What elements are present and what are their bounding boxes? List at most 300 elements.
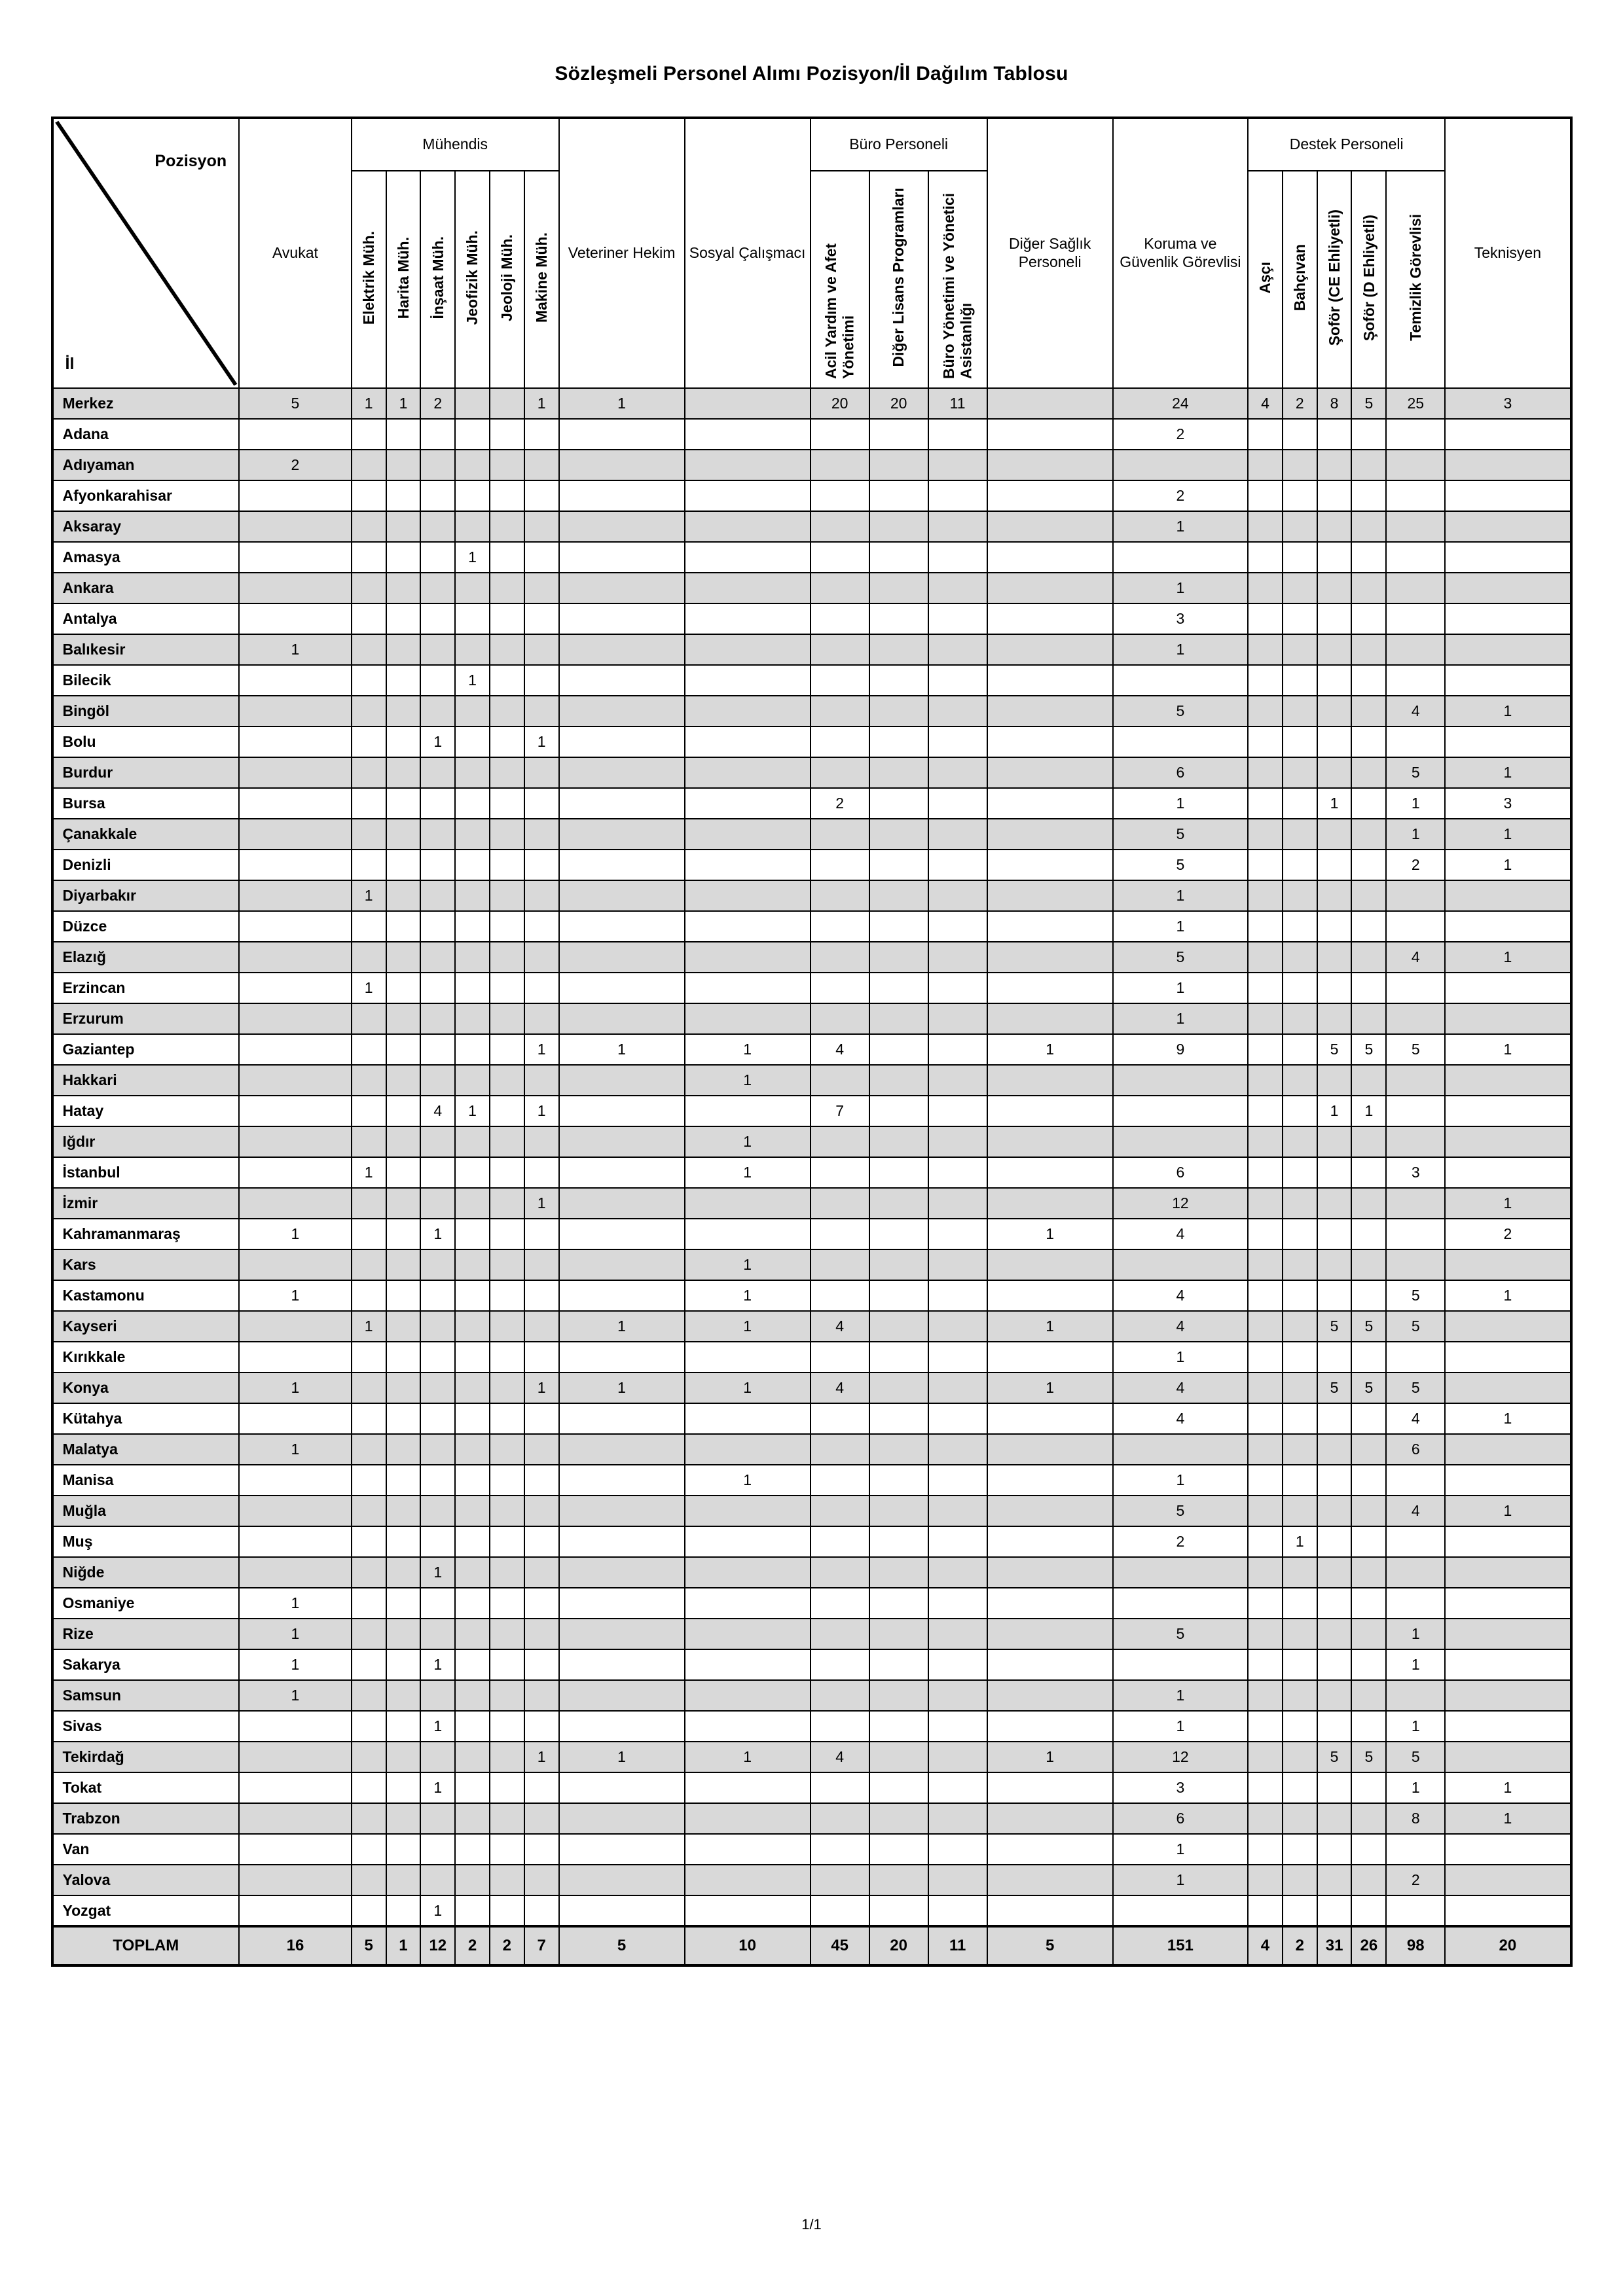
cell-veteriner_hekim [559, 542, 685, 573]
cell-sofor_ce [1317, 819, 1352, 850]
table-row [52, 1403, 1571, 1434]
cell-elektrik_muh [352, 419, 386, 450]
cell-jeoloji_muh [490, 665, 524, 696]
cell-asci [1248, 1249, 1283, 1280]
cell-diger_lisans [869, 1096, 928, 1126]
cell-sofor_ce [1317, 1403, 1352, 1434]
cell-diger_lisans [869, 1619, 928, 1649]
cell-jeofizik_muh [455, 850, 490, 880]
table-row [52, 1065, 1571, 1096]
cell-teknisyen: 3 [1445, 788, 1571, 819]
cell-diger_lisans [869, 1649, 928, 1680]
cell-jeofizik_muh [455, 511, 490, 542]
row-province-label: Hakkari [52, 1065, 240, 1096]
cell-avukat [239, 1526, 352, 1557]
cell-teknisyen [1445, 1126, 1571, 1157]
cell-teknisyen [1445, 1895, 1571, 1926]
cell-asci [1248, 1742, 1283, 1772]
cell-diger_saglik [987, 1680, 1113, 1711]
cell-diger_lisans [869, 696, 928, 726]
cell-temizlik [1386, 1342, 1445, 1372]
cell-veteriner_hekim [559, 1619, 685, 1649]
cell-sofor_ce: 1 [1317, 788, 1352, 819]
cell-acil_yardim [811, 1895, 869, 1926]
cell-bahcivan [1283, 1895, 1317, 1926]
cell-diger_lisans [869, 819, 928, 850]
cell-koruma_guvenlik [1113, 1126, 1248, 1157]
cell-insaat_muh [420, 1126, 455, 1157]
cell-bahcivan [1283, 450, 1317, 480]
cell-teknisyen [1445, 450, 1571, 480]
cell-teknisyen: 1 [1445, 1496, 1571, 1526]
row-province-label: Erzurum [52, 1003, 240, 1034]
column-header-sosyal-calismaci: Sosyal Çalışmacı [685, 118, 811, 388]
cell-elektrik_muh [352, 450, 386, 480]
table-row [52, 1372, 1571, 1403]
cell-sofor_ce [1317, 634, 1352, 665]
cell-insaat_muh [420, 1434, 455, 1465]
cell-makine_muh: 1 [524, 1188, 559, 1219]
cell-temizlik: 1 [1386, 1772, 1445, 1803]
cell-acil_yardim [811, 573, 869, 603]
cell-avukat [239, 603, 352, 634]
cell-acil_yardim [811, 1403, 869, 1434]
cell-sofor_d: 5 [1351, 388, 1386, 419]
table-total-row [52, 1926, 1571, 1965]
cell-avukat: 1 [239, 1372, 352, 1403]
cell-elektrik_muh [352, 1434, 386, 1465]
cell-buro_yonetimi [928, 1803, 987, 1834]
cell-makine_muh [524, 1834, 559, 1865]
cell-elektrik_muh [352, 1465, 386, 1496]
sofor-d-label: Şoför (D Ehliyetli) [1360, 214, 1377, 341]
cell-buro_yonetimi [928, 1249, 987, 1280]
cell-elektrik_muh: 1 [352, 1311, 386, 1342]
cell-makine_muh [524, 1280, 559, 1311]
cell-diger_lisans: 20 [869, 388, 928, 419]
column-header-temizlik [1386, 171, 1445, 388]
cell-sofor_d [1351, 1496, 1386, 1526]
cell-sofor_ce [1317, 1557, 1352, 1588]
cell-jeoloji_muh [490, 1649, 524, 1680]
cell-diger_saglik [987, 1526, 1113, 1557]
row-province-label: Kastamonu [52, 1280, 240, 1311]
cell-diger_saglik [987, 1465, 1113, 1496]
cell-harita_muh [386, 1342, 421, 1372]
cell-veteriner_hekim [559, 1526, 685, 1557]
jeofizik-muh-label: Jeofizik Müh. [464, 230, 481, 325]
cell-diger_saglik [987, 1342, 1113, 1372]
cell-koruma_guvenlik [1113, 1249, 1248, 1280]
cell-acil_yardim: 4 [811, 1311, 869, 1342]
cell-harita_muh [386, 1372, 421, 1403]
cell-diger_saglik [987, 480, 1113, 511]
cell-jeoloji_muh [490, 419, 524, 450]
table-row [52, 1496, 1571, 1526]
cell-sosyal_calismaci: 1 [685, 1465, 811, 1496]
cell-elektrik_muh [352, 542, 386, 573]
cell-insaat_muh [420, 1280, 455, 1311]
cell-sofor_ce [1317, 511, 1352, 542]
table-row [52, 1742, 1571, 1772]
table-row [52, 1434, 1571, 1465]
table-row [52, 1465, 1571, 1496]
cell-jeofizik_muh [455, 942, 490, 973]
row-province-label: Merkez [52, 388, 240, 419]
row-province-label: Muğla [52, 1496, 240, 1526]
table-row [52, 696, 1571, 726]
cell-buro_yonetimi [928, 726, 987, 757]
group-header-muhendis: Mühendis [352, 118, 559, 171]
cell-avukat [239, 511, 352, 542]
cell-sosyal_calismaci [685, 1557, 811, 1588]
cell-acil_yardim [811, 1280, 869, 1311]
cell-sofor_d [1351, 880, 1386, 911]
cell-diger_lisans [869, 942, 928, 973]
cell-temizlik: 2 [1386, 850, 1445, 880]
row-province-label: Aksaray [52, 511, 240, 542]
column-header-elektrik-muh [352, 171, 386, 388]
cell-sofor_d [1351, 1465, 1386, 1496]
cell-teknisyen [1445, 1680, 1571, 1711]
cell-makine_muh [524, 1311, 559, 1342]
cell-elektrik_muh [352, 573, 386, 603]
cell-jeoloji_muh [490, 1126, 524, 1157]
total-sofor_ce: 31 [1317, 1926, 1352, 1965]
cell-diger_saglik [987, 542, 1113, 573]
cell-jeoloji_muh [490, 1526, 524, 1557]
cell-avukat [239, 1188, 352, 1219]
table-row [52, 1649, 1571, 1680]
cell-veteriner_hekim [559, 1865, 685, 1895]
cell-jeofizik_muh [455, 1465, 490, 1496]
cell-acil_yardim [811, 419, 869, 450]
cell-diger_lisans [869, 1342, 928, 1372]
cell-teknisyen [1445, 911, 1571, 942]
cell-jeofizik_muh [455, 1619, 490, 1649]
cell-diger_lisans [869, 757, 928, 788]
cell-sofor_ce: 5 [1317, 1034, 1352, 1065]
cell-sofor_ce [1317, 1526, 1352, 1557]
cell-sofor_ce [1317, 1280, 1352, 1311]
table-row [52, 1157, 1571, 1188]
cell-jeofizik_muh [455, 1342, 490, 1372]
cell-teknisyen [1445, 880, 1571, 911]
row-province-label: Diyarbakır [52, 880, 240, 911]
cell-insaat_muh [420, 511, 455, 542]
cell-teknisyen: 3 [1445, 388, 1571, 419]
cell-diger_lisans [869, 1065, 928, 1096]
cell-buro_yonetimi [928, 1342, 987, 1372]
cell-sosyal_calismaci [685, 1865, 811, 1895]
cell-buro_yonetimi [928, 1680, 987, 1711]
cell-buro_yonetimi [928, 1157, 987, 1188]
cell-koruma_guvenlik [1113, 665, 1248, 696]
row-province-label: Denizli [52, 850, 240, 880]
cell-acil_yardim [811, 1126, 869, 1157]
cell-sofor_d [1351, 1680, 1386, 1711]
cell-sofor_d [1351, 1003, 1386, 1034]
cell-temizlik: 25 [1386, 388, 1445, 419]
cell-koruma_guvenlik: 1 [1113, 788, 1248, 819]
cell-buro_yonetimi [928, 1034, 987, 1065]
cell-insaat_muh [420, 942, 455, 973]
cell-harita_muh [386, 850, 421, 880]
cell-sosyal_calismaci [685, 726, 811, 757]
cell-veteriner_hekim [559, 1157, 685, 1188]
cell-diger_lisans [869, 511, 928, 542]
cell-buro_yonetimi [928, 1834, 987, 1865]
cell-sofor_d [1351, 850, 1386, 880]
cell-insaat_muh [420, 573, 455, 603]
cell-asci [1248, 1895, 1283, 1926]
cell-avukat [239, 1403, 352, 1434]
cell-bahcivan [1283, 1465, 1317, 1496]
cell-jeofizik_muh [455, 1588, 490, 1619]
cell-insaat_muh: 1 [420, 1711, 455, 1742]
cell-diger_saglik [987, 1188, 1113, 1219]
cell-makine_muh [524, 573, 559, 603]
cell-harita_muh [386, 1065, 421, 1096]
cell-teknisyen: 1 [1445, 1280, 1571, 1311]
group-header-destek-personeli: Destek Personeli [1248, 118, 1445, 171]
cell-acil_yardim [811, 1680, 869, 1711]
cell-temizlik [1386, 1465, 1445, 1496]
cell-jeofizik_muh [455, 788, 490, 819]
cell-diger_lisans [869, 1188, 928, 1219]
cell-acil_yardim: 20 [811, 388, 869, 419]
row-province-label: Afyonkarahisar [52, 480, 240, 511]
cell-bahcivan [1283, 1157, 1317, 1188]
cell-jeofizik_muh [455, 1496, 490, 1526]
cell-sofor_ce: 8 [1317, 388, 1352, 419]
cell-makine_muh [524, 973, 559, 1003]
cell-diger_lisans [869, 1249, 928, 1280]
cell-diger_saglik: 1 [987, 1034, 1113, 1065]
cell-jeoloji_muh [490, 1249, 524, 1280]
cell-temizlik [1386, 1126, 1445, 1157]
cell-harita_muh [386, 1188, 421, 1219]
row-province-label: Balıkesir [52, 634, 240, 665]
cell-sofor_ce: 5 [1317, 1742, 1352, 1772]
cell-sosyal_calismaci [685, 1588, 811, 1619]
cell-sosyal_calismaci: 1 [685, 1126, 811, 1157]
cell-diger_saglik [987, 1003, 1113, 1034]
cell-sofor_d [1351, 1157, 1386, 1188]
cell-asci [1248, 1280, 1283, 1311]
cell-sofor_ce: 1 [1317, 1096, 1352, 1126]
cell-teknisyen [1445, 542, 1571, 573]
cell-harita_muh [386, 1096, 421, 1126]
row-province-label: İstanbul [52, 1157, 240, 1188]
table-row [52, 819, 1571, 850]
cell-temizlik [1386, 419, 1445, 450]
cell-makine_muh [524, 450, 559, 480]
cell-harita_muh [386, 1803, 421, 1834]
cell-sofor_ce: 5 [1317, 1311, 1352, 1342]
row-province-label: Yozgat [52, 1895, 240, 1926]
row-province-label: Tekirdağ [52, 1742, 240, 1772]
cell-harita_muh [386, 634, 421, 665]
cell-temizlik [1386, 634, 1445, 665]
cell-jeofizik_muh [455, 1311, 490, 1342]
cell-avukat: 2 [239, 450, 352, 480]
cell-elektrik_muh [352, 1280, 386, 1311]
cell-makine_muh: 1 [524, 1372, 559, 1403]
cell-diger_lisans [869, 1711, 928, 1742]
cell-diger_saglik [987, 1403, 1113, 1434]
cell-avukat [239, 1803, 352, 1834]
cell-avukat [239, 1311, 352, 1342]
cell-diger_saglik [987, 634, 1113, 665]
cell-insaat_muh [420, 1526, 455, 1557]
cell-acil_yardim [811, 1342, 869, 1372]
cell-elektrik_muh [352, 1557, 386, 1588]
cell-insaat_muh [420, 1311, 455, 1342]
cell-veteriner_hekim [559, 788, 685, 819]
cell-koruma_guvenlik: 3 [1113, 1772, 1248, 1803]
cell-sosyal_calismaci [685, 1219, 811, 1249]
cell-koruma_guvenlik [1113, 1895, 1248, 1926]
cell-sosyal_calismaci: 1 [685, 1311, 811, 1342]
column-header-makine-muh [524, 171, 559, 388]
cell-insaat_muh [420, 973, 455, 1003]
cell-teknisyen: 1 [1445, 1772, 1571, 1803]
cell-jeofizik_muh [455, 1372, 490, 1403]
total-diger_saglik: 5 [987, 1926, 1113, 1965]
cell-bahcivan [1283, 665, 1317, 696]
cell-diger_saglik [987, 850, 1113, 880]
cell-avukat [239, 1711, 352, 1742]
cell-jeoloji_muh [490, 1588, 524, 1619]
cell-elektrik_muh [352, 1649, 386, 1680]
cell-jeoloji_muh [490, 942, 524, 973]
cell-harita_muh [386, 665, 421, 696]
cell-bahcivan [1283, 1126, 1317, 1157]
cell-insaat_muh [420, 788, 455, 819]
cell-avukat [239, 1834, 352, 1865]
cell-buro_yonetimi [928, 1188, 987, 1219]
cell-sofor_d [1351, 542, 1386, 573]
corner-diagonal-cell [52, 118, 240, 388]
cell-jeofizik_muh [455, 973, 490, 1003]
cell-diger_lisans [869, 973, 928, 1003]
cell-sosyal_calismaci [685, 1342, 811, 1372]
cell-jeofizik_muh [455, 1895, 490, 1926]
cell-temizlik: 1 [1386, 1649, 1445, 1680]
cell-asci [1248, 973, 1283, 1003]
cell-sofor_ce [1317, 757, 1352, 788]
cell-jeoloji_muh [490, 1434, 524, 1465]
cell-temizlik: 6 [1386, 1434, 1445, 1465]
row-province-label: Çanakkale [52, 819, 240, 850]
cell-jeofizik_muh [455, 603, 490, 634]
cell-diger_saglik [987, 819, 1113, 850]
cell-temizlik: 4 [1386, 696, 1445, 726]
row-province-label: Van [52, 1834, 240, 1865]
cell-koruma_guvenlik: 1 [1113, 511, 1248, 542]
cell-jeoloji_muh [490, 696, 524, 726]
table-row [52, 942, 1571, 973]
cell-insaat_muh: 2 [420, 388, 455, 419]
cell-acil_yardim [811, 757, 869, 788]
cell-teknisyen [1445, 1834, 1571, 1865]
cell-makine_muh: 1 [524, 1096, 559, 1126]
cell-buro_yonetimi [928, 788, 987, 819]
cell-bahcivan [1283, 1219, 1317, 1249]
cell-avukat [239, 1034, 352, 1065]
cell-buro_yonetimi [928, 880, 987, 911]
cell-acil_yardim [811, 1649, 869, 1680]
cell-teknisyen [1445, 634, 1571, 665]
cell-elektrik_muh [352, 1249, 386, 1280]
cell-teknisyen [1445, 419, 1571, 450]
cell-buro_yonetimi [928, 1372, 987, 1403]
row-province-label: Kars [52, 1249, 240, 1280]
cell-avukat [239, 1895, 352, 1926]
cell-veteriner_hekim [559, 511, 685, 542]
cell-sosyal_calismaci [685, 942, 811, 973]
total-buro_yonetimi: 11 [928, 1926, 987, 1965]
cell-sofor_ce [1317, 1680, 1352, 1711]
column-header-insaat-muh [420, 171, 455, 388]
table-row [52, 419, 1571, 450]
cell-bahcivan [1283, 726, 1317, 757]
cell-veteriner_hekim [559, 1803, 685, 1834]
cell-diger_saglik [987, 1711, 1113, 1742]
cell-sofor_ce [1317, 880, 1352, 911]
cell-makine_muh [524, 1403, 559, 1434]
harita-muh-label: Harita Müh. [394, 236, 412, 319]
cell-harita_muh [386, 788, 421, 819]
cell-sosyal_calismaci [685, 450, 811, 480]
cell-makine_muh [524, 942, 559, 973]
cell-avukat [239, 1772, 352, 1803]
cell-asci [1248, 850, 1283, 880]
jeoloji-muh-label: Jeoloji Müh. [498, 234, 516, 321]
table-row [52, 1526, 1571, 1557]
cell-temizlik [1386, 603, 1445, 634]
cell-jeoloji_muh [490, 1280, 524, 1311]
cell-buro_yonetimi [928, 1772, 987, 1803]
cell-temizlik: 5 [1386, 1034, 1445, 1065]
cell-koruma_guvenlik: 12 [1113, 1188, 1248, 1219]
cell-jeofizik_muh [455, 1649, 490, 1680]
column-header-jeofizik-muh [455, 171, 490, 388]
cell-diger_saglik [987, 880, 1113, 911]
table-row [52, 1772, 1571, 1803]
table-row [52, 573, 1571, 603]
cell-temizlik [1386, 511, 1445, 542]
cell-makine_muh [524, 911, 559, 942]
cell-sofor_ce [1317, 1711, 1352, 1742]
column-header-teknisyen: Teknisyen [1445, 118, 1571, 388]
cell-veteriner_hekim [559, 573, 685, 603]
cell-sosyal_calismaci [685, 511, 811, 542]
cell-diger_saglik [987, 911, 1113, 942]
table-row [52, 726, 1571, 757]
cell-jeoloji_muh [490, 1742, 524, 1772]
cell-insaat_muh: 4 [420, 1096, 455, 1126]
cell-sosyal_calismaci [685, 573, 811, 603]
sofor-ce-label: Şoför (CE Ehliyetli) [1325, 209, 1343, 346]
cell-insaat_muh [420, 1588, 455, 1619]
cell-buro_yonetimi [928, 1649, 987, 1680]
cell-jeoloji_muh [490, 1096, 524, 1126]
cell-makine_muh [524, 1003, 559, 1034]
row-province-label: Adıyaman [52, 450, 240, 480]
cell-asci [1248, 819, 1283, 850]
